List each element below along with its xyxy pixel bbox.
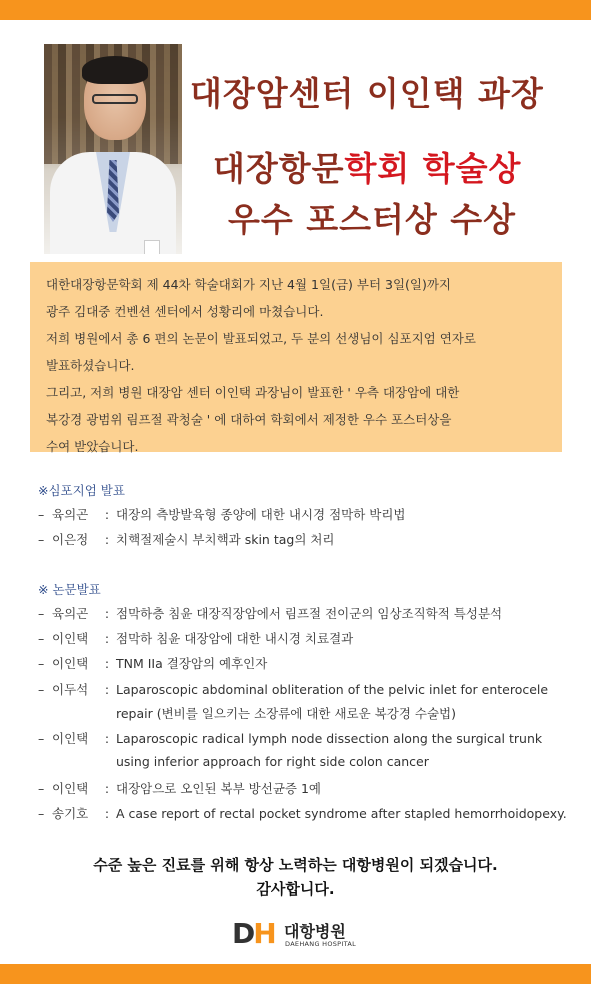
- intro-line: 광주 김대중 컨벤션 센터에서 성황리에 마쳤습니다.: [46, 304, 324, 319]
- symposium-heading: ※심포지엄 발표: [38, 483, 125, 498]
- bottom-accent-bar: [0, 964, 591, 984]
- hospital-logo: [232, 918, 362, 952]
- headline-award-society: [213, 143, 521, 190]
- intro-line: 발표하셨습니다.: [46, 358, 135, 373]
- list-item: – 송기호 : A case report of rectal pocket syndrome after stapled hemorrhoidopexy.: [38, 806, 567, 821]
- top-accent-bar: [0, 0, 591, 20]
- list-item: – 육의곤 : 대장의 측방발육형 종양에 대한 내시경 점막하 박리법: [38, 507, 406, 522]
- papers-heading: ※ 논문발표: [38, 582, 101, 597]
- logo-korean-name: 대항병원: [284, 922, 346, 941]
- list-item: – 이인택 : TNM IIa 결장암의 예후인자: [38, 656, 268, 671]
- headline-society-name: 대장항문: [213, 149, 345, 188]
- list-item-continuation: repair (변비를 일으키는 소장류에 대한 새로운 복강경 수술법): [116, 706, 456, 721]
- list-item: – 이인택 : 대장암으로 오인된 복부 방선균증 1예: [38, 781, 321, 796]
- dh-logo-mark: DH: [232, 917, 275, 950]
- intro-box: [30, 262, 562, 452]
- intro-line: 대한대장항문학회 제 44차 학술대회가 지난 4월 1일(금) 부터 3일(일)까지: [46, 277, 452, 292]
- list-item: – 이인택 : 점막하 침윤 대장암에 대한 내시경 치료결과: [38, 631, 354, 646]
- headline-poster-award: 우수 포스터상 수상: [228, 200, 517, 239]
- headline-award-word: 학술상: [422, 149, 522, 188]
- intro-line: 복강경 광범위 림프절 곽청술 ' 에 대하여 학회에서 제정한 우수 포스터상을: [46, 412, 452, 427]
- list-item-continuation: using inferior approach for right side colon cancer: [116, 754, 429, 769]
- logo-english-name: DAEHANG HOSPITAL: [285, 940, 357, 948]
- intro-line: 저희 병원에서 총 6 편의 논문이 발표되었고, 두 분의 선생님이 심포지엄 연자로: [46, 331, 476, 346]
- list-item: – 육의곤 : 점막하층 침윤 대장직장암에서 림프절 전이군의 임상조직학적 특성분석: [38, 606, 503, 621]
- doctor-photo: [44, 44, 182, 254]
- closing-thanks: 감사합니다.: [256, 880, 335, 898]
- closing-message: 수준 높은 진료를 위해 항상 노력하는 대항병원이 되겠습니다.: [93, 856, 498, 874]
- list-item: – 이은정 : 치핵절제술시 부치핵과 skin tag의 처리: [38, 532, 335, 547]
- headline-doctor: 대장암센터 이인택 과장: [190, 74, 544, 113]
- list-item: – 이두석 : Laparoscopic abdominal obliteration of the pelvic inlet for enterocele: [38, 682, 549, 697]
- intro-line: 그리고, 저희 병원 대장암 센터 이인택 과장님이 발표한 ' 우측 대장암에 대한: [46, 385, 460, 400]
- headline-society-word: 학회: [344, 149, 411, 188]
- intro-line: 수여 받았습니다.: [46, 439, 139, 454]
- list-item: – 이인택 : Laparoscopic radical lymph node dissection along the surgical trunk: [38, 731, 543, 746]
